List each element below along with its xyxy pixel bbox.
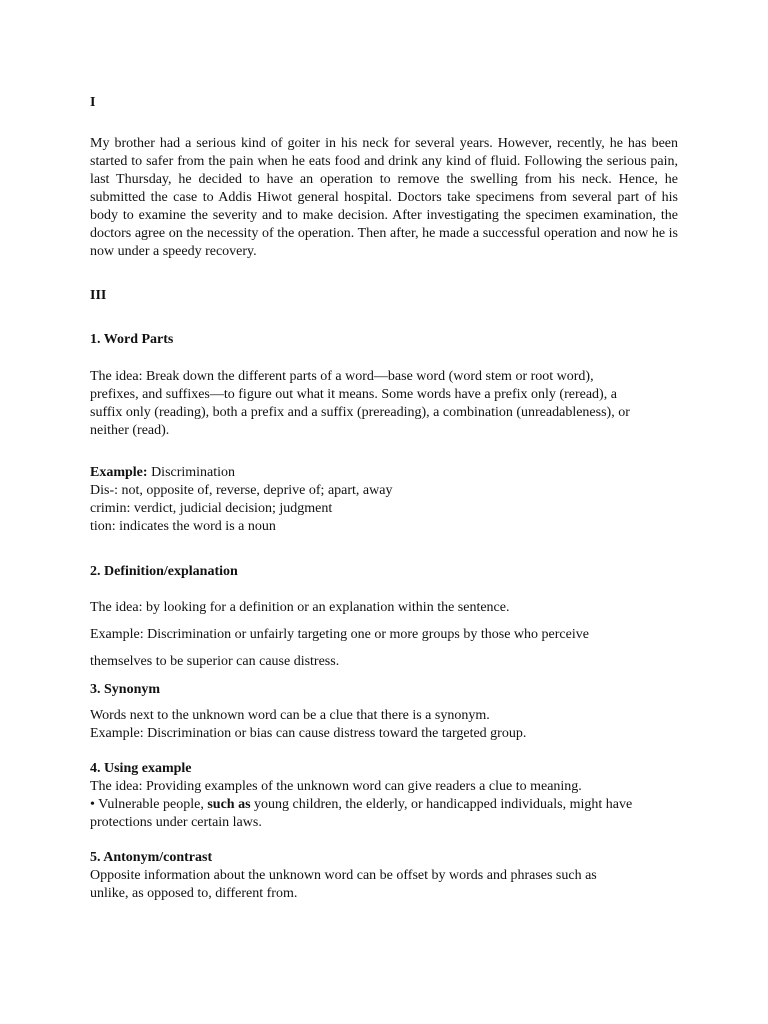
- word-parts-example-line: tion: indicates the word is a noun: [90, 519, 276, 534]
- using-example-bullet-line2: protections under certain laws.: [90, 815, 262, 830]
- using-example-idea: The idea: Providing examples of the unknown word can give readers a clue to meaning.: [90, 779, 582, 794]
- synonym-heading: 3. Synonym: [90, 682, 161, 697]
- using-example-bullet: [90, 796, 678, 814]
- synonym-example-line: Example: Discrimination or bias can cause distress toward the targeted group.: [90, 726, 527, 741]
- word-parts-example-line: Dis-: not, opposite of, reverse, deprive of; apart, away: [90, 483, 393, 498]
- definition-heading: 2. Definition/explanation: [90, 564, 238, 579]
- bullet-text-post: young children, the elderly, or handicapped individuals, might have: [250, 797, 633, 812]
- section-heading-i: I: [90, 95, 96, 110]
- word-parts-example: [90, 464, 678, 536]
- word-parts-idea-line: suffix only (reading), both a prefix and a suffix (prereading), a combination (unreadableness), or: [90, 405, 630, 420]
- word-parts-idea-line: prefixes, and suffixes—to figure out what it means. Some words have a prefix only (reread), a: [90, 387, 617, 402]
- antonym-section: [90, 849, 678, 903]
- antonym-heading: 5. Antonym/contrast: [90, 850, 213, 865]
- section-heading-iii: III: [90, 288, 107, 303]
- example-label: Example:: [90, 465, 148, 480]
- word-parts-heading: 1. Word Parts: [90, 332, 174, 347]
- example-word: Discrimination: [147, 465, 236, 480]
- word-parts-idea: [90, 368, 678, 440]
- definition-example-line2: themselves to be superior can cause distress.: [90, 654, 340, 669]
- definition-idea: The idea: by looking for a definition or an explanation within the sentence.: [90, 600, 510, 615]
- using-example-heading: 4. Using example: [90, 761, 192, 776]
- synonym-text: [90, 707, 678, 743]
- paragraph-goiter-story: My brother had a serious kind of goiter in his neck for several years. However, recently, he has been started to safer from the pain when he eats food and drink any kind of fluid. Following the serious pain, last Thursday, he decided to have an operation to remove the swelling from his neck. Hence, he submitted the case to Addis Hiwot general hospital. Doctors take specimens from several part of his body to examine the severity and to make decision. After investigating the specimen examination, the doctors agree on the necessity of the operation. Then after, he made a successful operation and now he is now under a speedy recovery.: [90, 136, 678, 259]
- word-parts-example-title: [90, 464, 678, 482]
- word-parts-idea-line: The idea: Break down the different parts of a word—base word (word stem or root word),: [90, 369, 594, 384]
- word-parts-example-line: crimin: verdict, judicial decision; judgment: [90, 501, 333, 516]
- antonym-line: Opposite information about the unknown word can be offset by words and phrases such as: [90, 868, 597, 883]
- antonym-line: unlike, as opposed to, different from.: [90, 886, 298, 901]
- bullet-text-pre: • Vulnerable people,: [90, 797, 208, 812]
- using-example-section: [90, 760, 678, 832]
- bullet-text-bold: such as: [207, 797, 251, 812]
- word-parts-idea-line: neither (read).: [90, 423, 170, 438]
- definition-example-line1: Example: Discrimination or unfairly targeting one or more groups by those who perceive: [90, 627, 589, 642]
- synonym-line: Words next to the unknown word can be a clue that there is a synonym.: [90, 708, 490, 723]
